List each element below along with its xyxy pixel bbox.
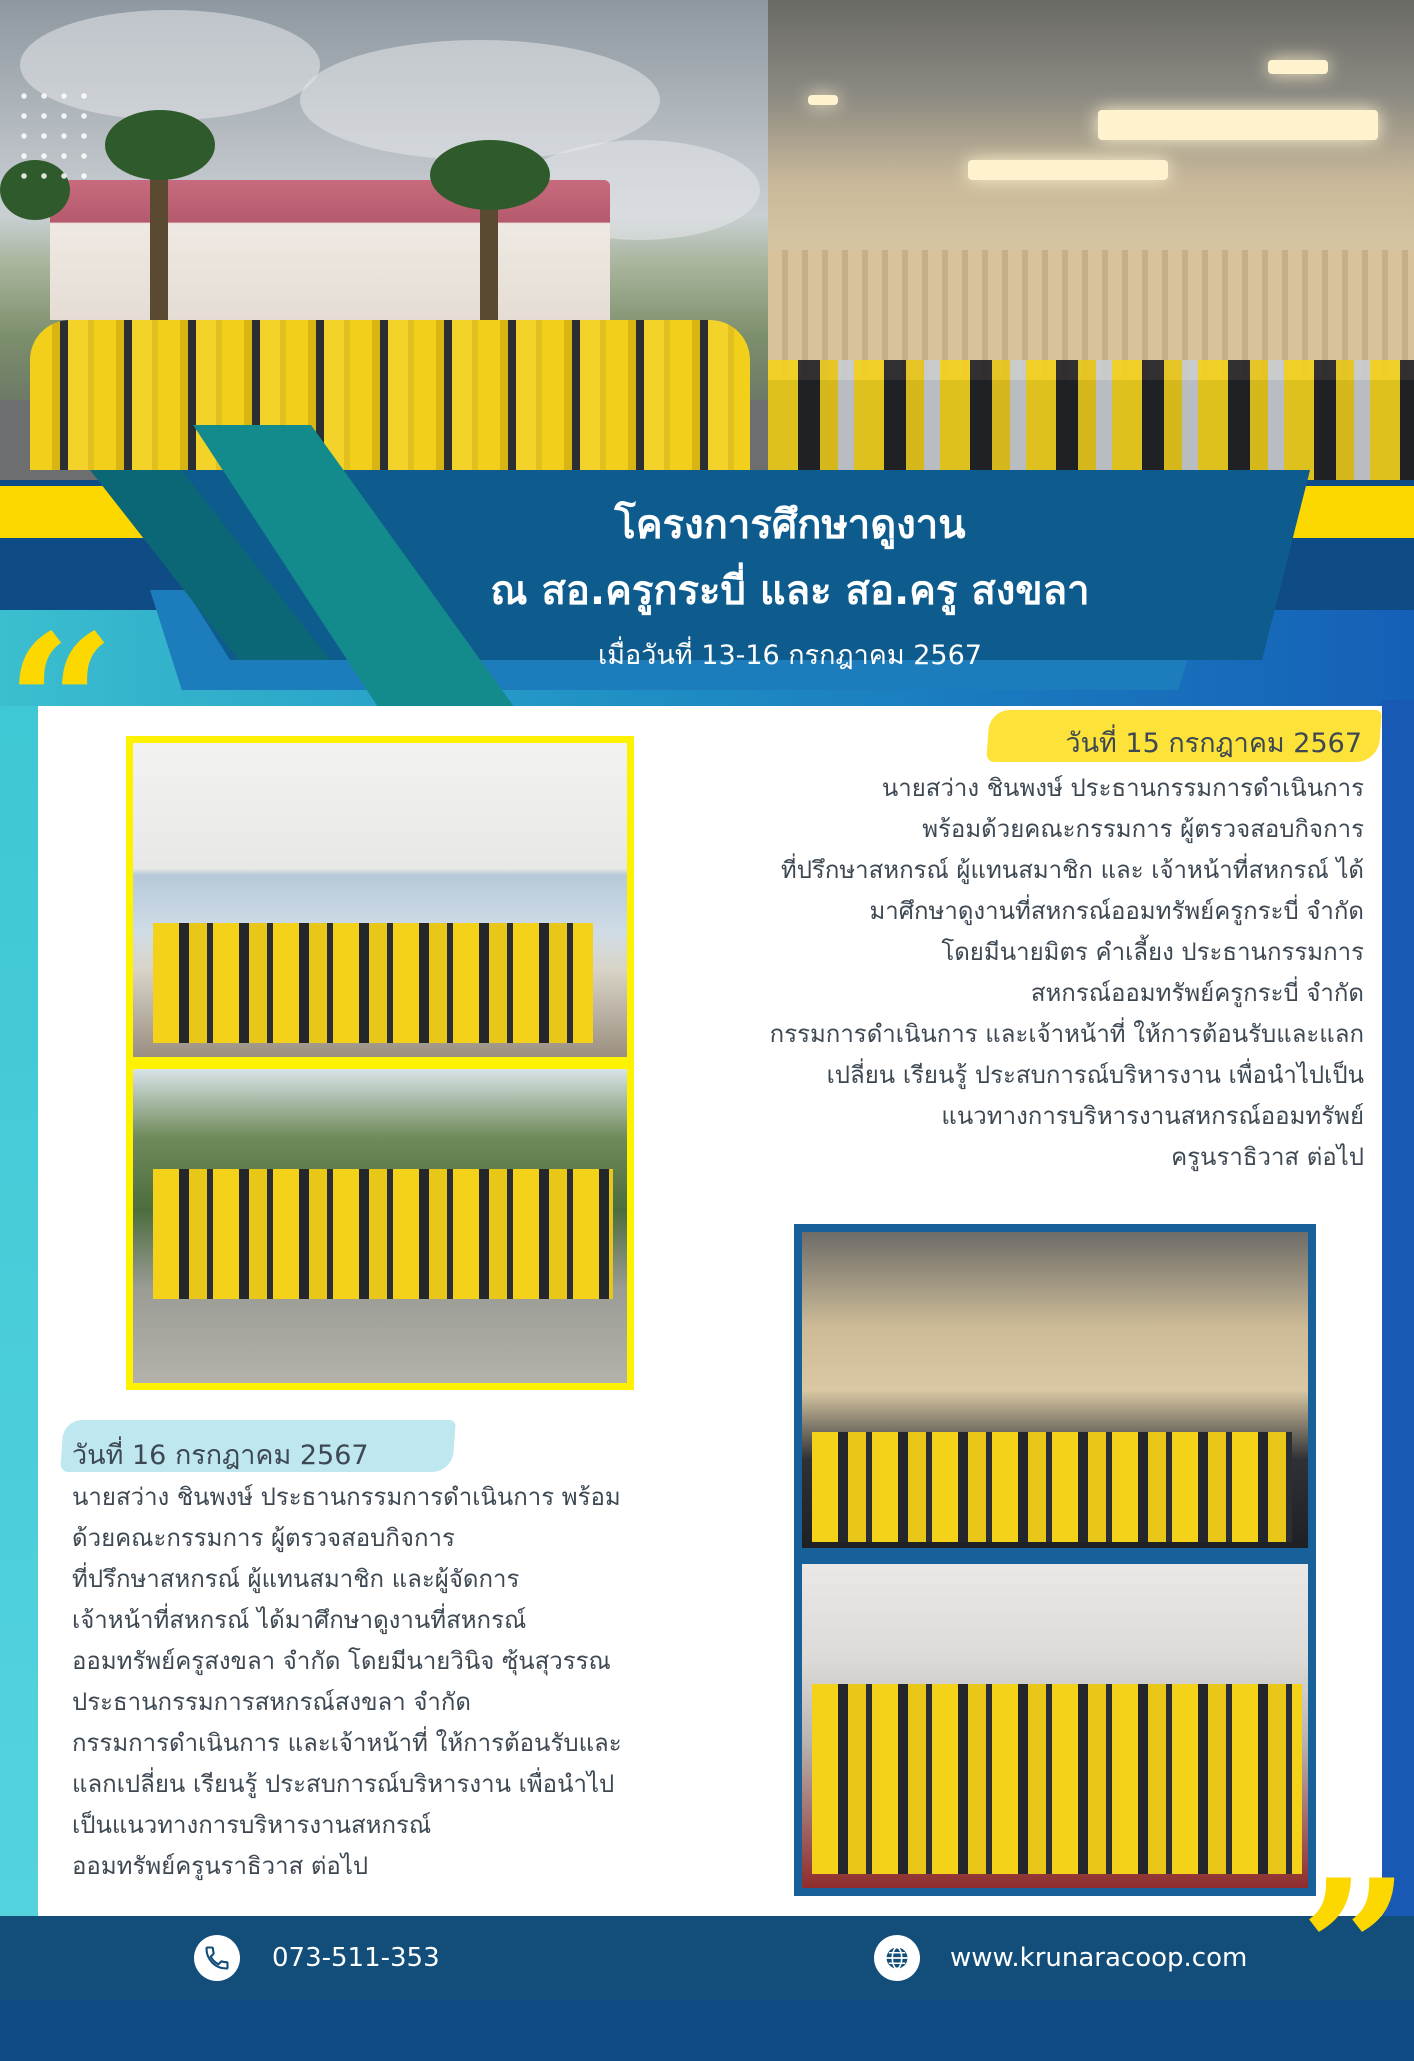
paragraph-line: ด้วยคณะกรรมการ ผู้ตรวจสอบกิจการ	[72, 1524, 455, 1552]
paragraph-line: มาศึกษาดูงานที่สหกรณ์ออมทรัพย์ครูกระบี่ จำกัด	[869, 897, 1364, 925]
group-photo-building	[0, 0, 768, 480]
paragraph-line: เป็นแนวทางการบริหารงานสหกรณ์	[72, 1811, 432, 1839]
outdoor-group-photo	[133, 1069, 627, 1383]
globe-glyph	[883, 1944, 911, 1972]
open-quote-icon: “	[6, 593, 116, 816]
paragraph-line: นายสว่าง ชินพงษ์ ประธานกรรมการดำเนินการ	[881, 774, 1364, 802]
paragraph-line: เปลี่ยน เรียนรู้ ประสบการณ์บริหารงาน เพื่อนำไปเป็น	[826, 1061, 1364, 1089]
paragraph-line: ประธานกรรมการสหกรณ์สงขลา จำกัด	[72, 1688, 471, 1716]
paragraph-line: ออมทรัพย์ครูนราธิวาส ต่อไป	[72, 1852, 369, 1880]
section-paragraph-songkhla	[72, 1477, 752, 1887]
phone-icon	[194, 1935, 240, 1981]
office-group-photo	[133, 743, 627, 1057]
page-title-line2: ณ สอ.ครูกระบี่ และ สอ.ครู สงขลา	[490, 568, 1090, 614]
event-date-range: เมื่อวันที่ 13-16 กรกฎาคม 2567	[598, 640, 982, 671]
page-title	[400, 492, 1180, 624]
section-paragraph-krabi	[700, 768, 1364, 1178]
paragraph-line: ที่ปรึกษาสหกรณ์ ผู้แทนสมาชิก และผู้จัดการ	[72, 1565, 520, 1593]
section-date-15: วันที่ 15 กรกฎาคม 2567	[1065, 728, 1362, 759]
paragraph-line: นายสว่าง ชินพงษ์ ประธานกรรมการดำเนินการ พร้อม	[72, 1483, 621, 1511]
decorative-dots	[14, 86, 94, 186]
meeting-room-photo-2	[802, 1232, 1308, 1548]
globe-icon	[874, 1935, 920, 1981]
meeting-room-photo	[768, 0, 1414, 480]
right-accent-bar	[1382, 700, 1414, 1916]
paragraph-line: แนวทางการบริหารงานสหกรณ์ออมทรัพย์	[941, 1102, 1364, 1130]
photo-collage-krabi	[126, 736, 634, 1390]
close-quote-icon: ”	[1300, 1838, 1410, 2061]
section-date-16: วันที่ 16 กรกฎาคม 2567	[72, 1440, 369, 1471]
paragraph-line: โดยมีนายมิตร คำเลี้ยง ประธานกรรมการ	[941, 938, 1364, 966]
paragraph-line: แลกเปลี่ยน เรียนรู้ ประสบการณ์บริหารงาน เพื่อนำไป	[72, 1770, 615, 1798]
paragraph-line: กรรมการดำเนินการ และเจ้าหน้าที่ ให้การต้อนรับและ	[72, 1729, 622, 1757]
paragraph-line: กรรมการดำเนินการ และเจ้าหน้าที่ ให้การต้อนรับและแลก	[769, 1020, 1364, 1048]
page-title-line1: โครงการศึกษาดูงาน	[614, 502, 966, 548]
footer-website-link[interactable]: www.krunaracoop.com	[950, 1943, 1248, 1973]
paragraph-line: เจ้าหน้าที่สหกรณ์ ได้มาศึกษาดูงานที่สหกรณ์	[72, 1606, 527, 1634]
phone-glyph	[203, 1944, 231, 1972]
left-accent-bar	[0, 706, 38, 1916]
award-group-photo	[802, 1564, 1308, 1888]
paragraph-line: ที่ปรึกษาสหกรณ์ ผู้แทนสมาชิก และ เจ้าหน้าที่สหกรณ์ ได้	[780, 856, 1364, 884]
footer-phone-number[interactable]: 073-511-353	[272, 1943, 440, 1973]
paragraph-line: สหกรณ์ออมทรัพย์ครูกระบี่ จำกัด	[1030, 979, 1364, 1007]
paragraph-line: พร้อมด้วยคณะกรรมการ ผู้ตรวจสอบกิจการ	[922, 815, 1364, 843]
paragraph-line: ออมทรัพย์ครูสงขลา จำกัด โดยมีนายวินิจ ซุ้นสุวรรณ	[72, 1647, 611, 1675]
photo-collage-songkhla	[794, 1224, 1316, 1896]
paragraph-line: ครูนราธิวาส ต่อไป	[1171, 1143, 1364, 1171]
